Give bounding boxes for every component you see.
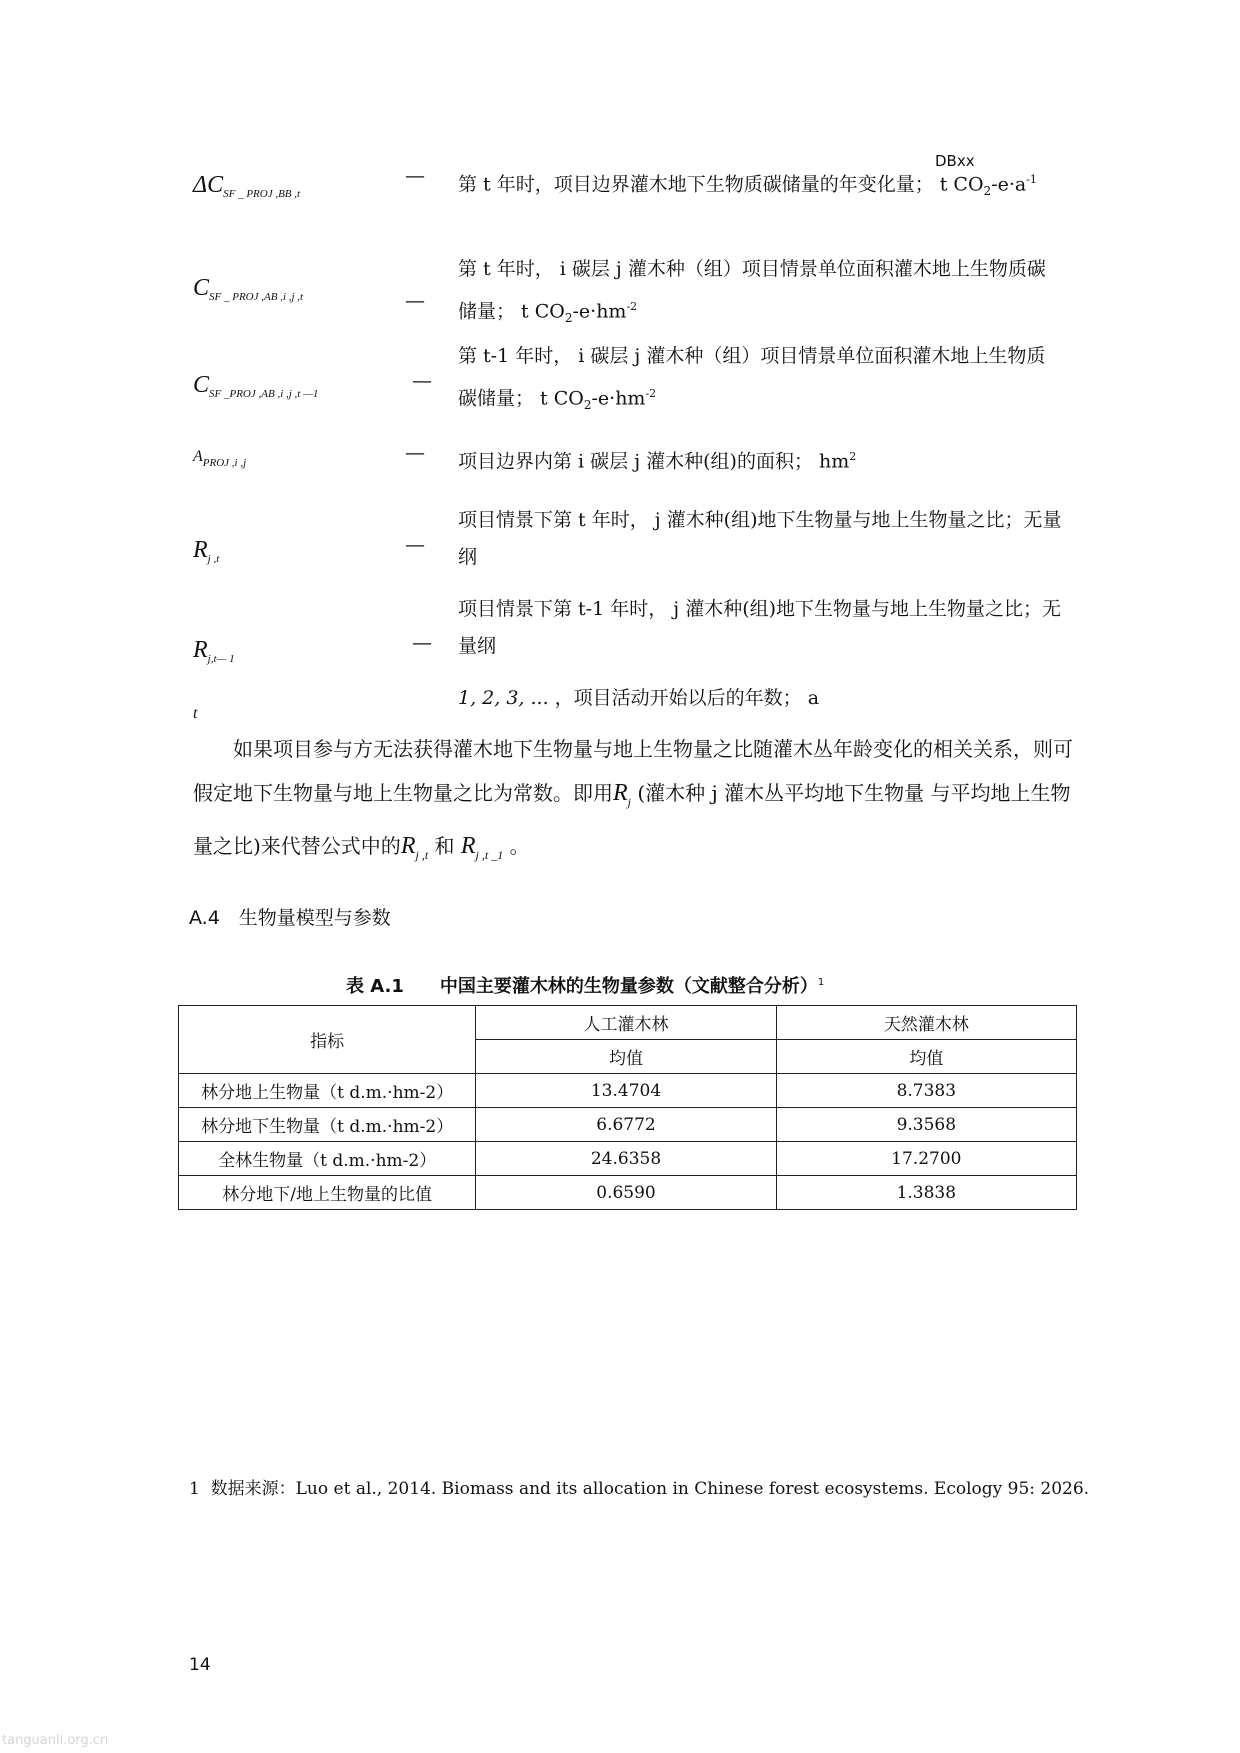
definition-text: 第 t 年时， i 碳层 j 灌木种（组）项目情景单位面积灌木地上生物质碳储量； t $CO_2-e\cdot hm^{-2}$: [458, 258, 1046, 326]
definition-symbol: $\Delta C_{SF \_ PROJ ,BB ,t}$: [193, 172, 301, 200]
document-code: DBxx: [935, 152, 975, 170]
table-row: [179, 1142, 1077, 1176]
definition-dash: —: [405, 532, 425, 556]
footnote: [189, 1474, 1089, 1499]
definition-symbol: t: [193, 705, 198, 722]
footnote-text: 数据来源：Luo et al., 2014. Biomass and its allocation in Chinese forest ecosystems. Ecology 95: 2026.: [210, 1479, 1090, 1499]
section-heading: A.4 生物量模型与参数: [189, 907, 391, 929]
table-header-natural: 天然灌木林: [776, 1006, 1076, 1040]
table-cell: 8.7383: [776, 1074, 1076, 1108]
table-cell: 0.6590: [476, 1176, 776, 1210]
definition-text: 第 t 年时，项目边界灌木地下生物质碳储量的年变化量； t $CO_2-e\cdot a^{-1}$: [458, 173, 1037, 199]
definition-symbol: $C_{SF \_PROJ ,AB ,i ,j ,t —1}$: [193, 372, 319, 400]
table-row: [179, 1176, 1077, 1210]
biomass-table: [178, 1005, 1077, 1210]
table-subheader-mean: 均值: [476, 1040, 776, 1074]
table-row-label: 林分地下/地上生物量的比值: [179, 1176, 476, 1210]
table-cell: 9.3568: [776, 1108, 1076, 1142]
definition-text: 项目情景下第 t-1 年时， j 灌木种(组)地下生物量与地上生物量之比；无量纲: [458, 598, 1062, 657]
page-number: 14: [189, 1655, 211, 1675]
table-subheader-mean: 均值: [776, 1040, 1076, 1074]
table-header-indicator: 指标: [179, 1006, 476, 1074]
definition-dash: —: [405, 163, 425, 187]
definition-text: 1, 2, 3, ... ，项目活动开始以后的年数； a: [458, 687, 820, 709]
table-row: [179, 1074, 1077, 1108]
table-cell: 13.4704: [476, 1074, 776, 1108]
definition-dash: —: [405, 288, 425, 312]
table-row: [179, 1108, 1077, 1142]
table-caption: 表 A.1 中国主要灌木林的生物量参数（文献整合分析）$^1$: [346, 976, 825, 997]
body-paragraph: 如果项目参与方无法获得灌木地下生物量与地上生物量之比随灌木丛年龄变化的相关关系，则可假定地下生物量与地上生物量之比为常数。即用$R_j$ (灌木种 j 灌木丛平均地下生物量 与平均地上生物量之比)来代替公式中的$R_{j ,t}$ 和 $R_{j ,t \_1}$ 。: [193, 737, 1073, 862]
table-header-row: [179, 1006, 1077, 1040]
definition-symbol: $A_{PROJ ,i ,j}$: [193, 448, 247, 469]
definition-dash: —: [412, 368, 432, 392]
table-row-label: 全林生物量（t d.m.·hm-2）: [179, 1142, 476, 1176]
definition-symbol: $R_{j ,t}$: [193, 537, 220, 565]
watermark-text: tanguanli.org.cn: [2, 1733, 109, 1748]
table-cell: 1.3838: [776, 1176, 1076, 1210]
definition-dash: —: [405, 440, 425, 464]
definition-dash: —: [412, 630, 432, 654]
table-cell: 6.6772: [476, 1108, 776, 1142]
table-header-plantation: 人工灌木林: [476, 1006, 776, 1040]
definition-text: 项目边界内第 i 碳层 j 灌木种(组)的面积； $hm^2$: [458, 450, 857, 473]
definition-symbol: $R_{j,t— 1}$: [193, 637, 235, 665]
definition-symbol: $C_{SF \_ PROJ ,AB ,i ,j ,t}$: [193, 275, 304, 303]
table-row-label: 林分地下生物量（t d.m.·hm-2）: [179, 1108, 476, 1142]
definition-text: 项目情景下第 t 年时， j 灌木种(组)地下生物量与地上生物量之比；无量纲: [458, 509, 1062, 568]
table-cell: 17.2700: [776, 1142, 1076, 1176]
table-row-label: 林分地上生物量（t d.m.·hm-2）: [179, 1074, 476, 1108]
footnote-mark: 1: [189, 1479, 200, 1499]
table-cell: 24.6358: [476, 1142, 776, 1176]
definition-text: 第 t-1 年时， i 碳层 j 灌木种（组）项目情景单位面积灌木地上生物质碳储量； t $CO_2-e\cdot hm^{-2}$: [458, 345, 1046, 413]
